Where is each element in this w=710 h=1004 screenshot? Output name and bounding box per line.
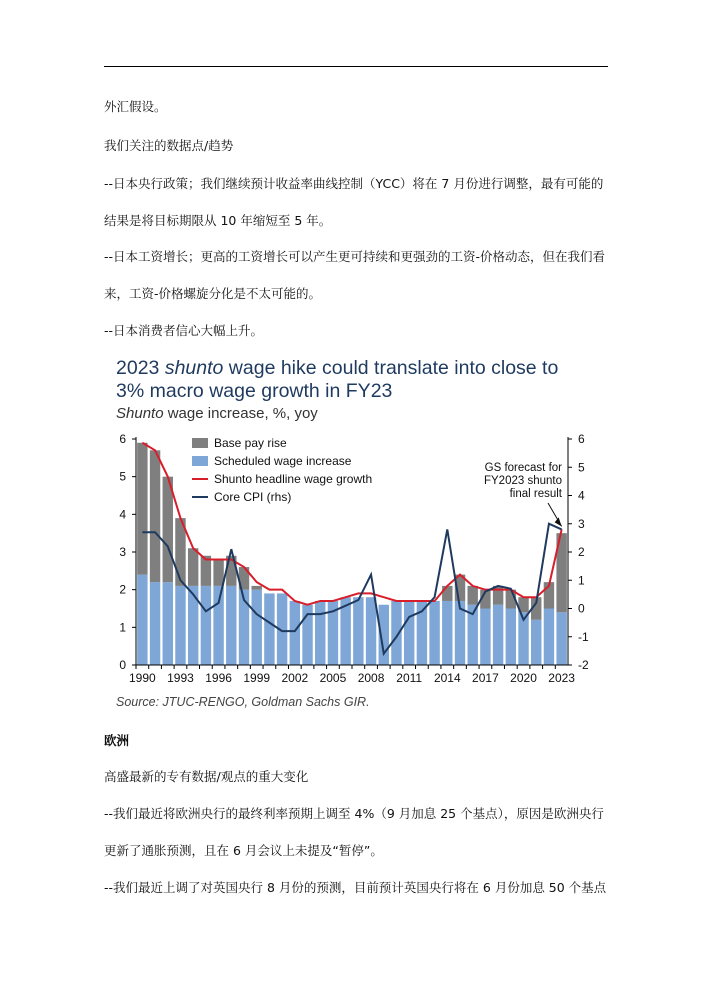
paragraph-europe-heading: 欧洲 [104,733,130,748]
bar-scheduled-1992 [163,582,173,665]
paragraph-japan-wages: --日本工资增长；更高的工资增长可以产生更可持续和更强劲的工资-价格动态，但在我们看 [104,249,606,264]
bar-base-pay-1990 [137,443,147,575]
bar-base-pay-2014 [442,586,452,601]
bar-base-pay-1996 [213,560,223,586]
x-tick-label: 2023 [548,671,575,685]
bar-scheduled-2021 [531,620,541,665]
bar-scheduled-2013 [429,601,439,665]
y-left-tick-label: 4 [119,507,126,522]
bar-scheduled-2023 [556,612,566,665]
chart-title-part2: wage hike could translate into close to [223,357,559,379]
annotation-line-2: final result [509,488,562,500]
x-tick-label: 1990 [129,671,156,685]
bar-scheduled-1993 [175,586,185,665]
paragraph-boe-forecast: --我们最近上调了对英国央行 8 月份的预测，目前预计英国央行将在 6 月份加息 50 个基点 [104,880,607,895]
chart-title-line2: 3% macro wage growth in FY23 [116,380,393,402]
bar-base-pay-1991 [150,450,160,582]
legend-label-1: Scheduled wage increase [214,454,352,468]
paragraph-heading-data-points: 我们关注的数据点/趋势 [104,138,234,153]
annotation-line-1: FY2023 shunto [483,475,562,487]
x-tick-label: 2008 [357,671,385,685]
x-tick-label: 1993 [167,671,194,685]
chart-subtitle-rest: wage increase, %, yoy [163,405,318,422]
y-right-tick-label: -2 [578,658,589,672]
paragraph-japan-wages-cont: 来，工资-价格螺旋分化是不太可能的。 [104,286,322,301]
chart-title-part1: 2023 [116,357,165,379]
bar-scheduled-1991 [150,582,160,665]
annotation-arrow-head [555,517,562,526]
paragraph-boj-policy-cont: 结果是将目标期限从 10 年缩短至 5 年。 [104,213,332,228]
legend-label-0: Base pay rise [214,436,287,450]
shunto-chart [104,355,604,715]
y-left-tick-label: 1 [119,620,126,635]
bar-scheduled-2017 [480,609,490,666]
y-right-tick-label: -1 [578,629,589,644]
y-right-tick-label: 1 [578,573,585,588]
legend-label-2: Shunto headline wage growth [214,472,373,486]
legend-swatch-1 [192,456,208,466]
bar-scheduled-1995 [201,586,211,665]
bar-scheduled-2019 [506,609,516,666]
paragraph-ecb-forecast-cont: 更新了通胀预测，且在 6 月会议上未提及“暂停”。 [104,843,383,858]
x-tick-label: 1999 [243,671,271,685]
chart-subtitle-italic: Shunto [116,405,164,422]
bar-scheduled-2004 [315,601,325,665]
x-tick-label: 2005 [319,671,347,685]
y-left-tick-label: 2 [119,582,126,597]
bar-scheduled-2018 [493,605,503,665]
y-left-tick-label: 6 [119,432,126,446]
chart-plot [104,355,604,695]
legend-label-3: Core CPI (rhs) [214,490,292,504]
paragraph-fx-assumption: 外汇假设。 [104,99,167,114]
x-tick-label: 2011 [396,671,423,685]
bar-scheduled-2010 [391,601,401,665]
y-right-tick-label: 2 [578,545,585,559]
header-rule [104,66,608,67]
x-tick-label: 2014 [433,671,461,685]
y-right-tick-label: 0 [578,601,585,616]
annotation-line-0: GS forecast for [484,462,562,474]
bar-base-pay-2016 [467,586,477,605]
y-right-tick-label: 6 [578,432,585,446]
y-right-tick-label: 4 [578,488,585,503]
paragraph-boj-policy: --日本央行政策；我们继续预计收益率曲线控制（YCC）将在 7 月份进行调整，最有可能的 [104,176,604,191]
bar-scheduled-2000 [264,593,274,665]
bar-scheduled-2007 [353,597,363,665]
y-right-tick-label: 3 [578,516,585,531]
bar-scheduled-2011 [404,601,414,665]
bar-base-pay-1994 [188,548,198,586]
y-left-tick-label: 5 [119,469,126,484]
bar-scheduled-2022 [544,609,554,666]
x-tick-label: 2017 [472,671,499,685]
bar-scheduled-1997 [226,586,236,665]
bar-scheduled-1996 [213,586,223,665]
bar-base-pay-1992 [163,477,173,582]
bar-scheduled-1990 [137,575,147,665]
bar-scheduled-2008 [366,597,376,665]
y-right-tick-label: 5 [578,460,585,475]
bar-scheduled-2014 [442,601,452,665]
bar-scheduled-1999 [251,590,261,665]
chart-source: Source: JTUC-RENGO, Goldman Sachs GIR. [116,695,370,709]
y-left-tick-label: 0 [119,658,126,672]
x-tick-label: 2020 [510,671,537,685]
paragraph-ecb-forecast: --我们最近将欧洲央行的最终利率预期上调至 4%（9 月加息 25 个基点），原因是欧洲央行 [104,806,604,821]
legend-swatch-0 [192,438,208,448]
y-left-tick-label: 3 [119,545,126,559]
paragraph-gs-latest: 高盛最新的专有数据/观点的重大变化 [104,769,309,784]
chart-title-italic: shunto [164,357,224,379]
x-tick-label: 1996 [205,671,232,685]
bar-base-pay-1999 [251,586,261,590]
paragraph-consumer-confidence: --日本消费者信心大幅上升。 [104,323,264,338]
bar-scheduled-2002 [290,601,300,665]
x-tick-label: 2002 [281,671,309,685]
